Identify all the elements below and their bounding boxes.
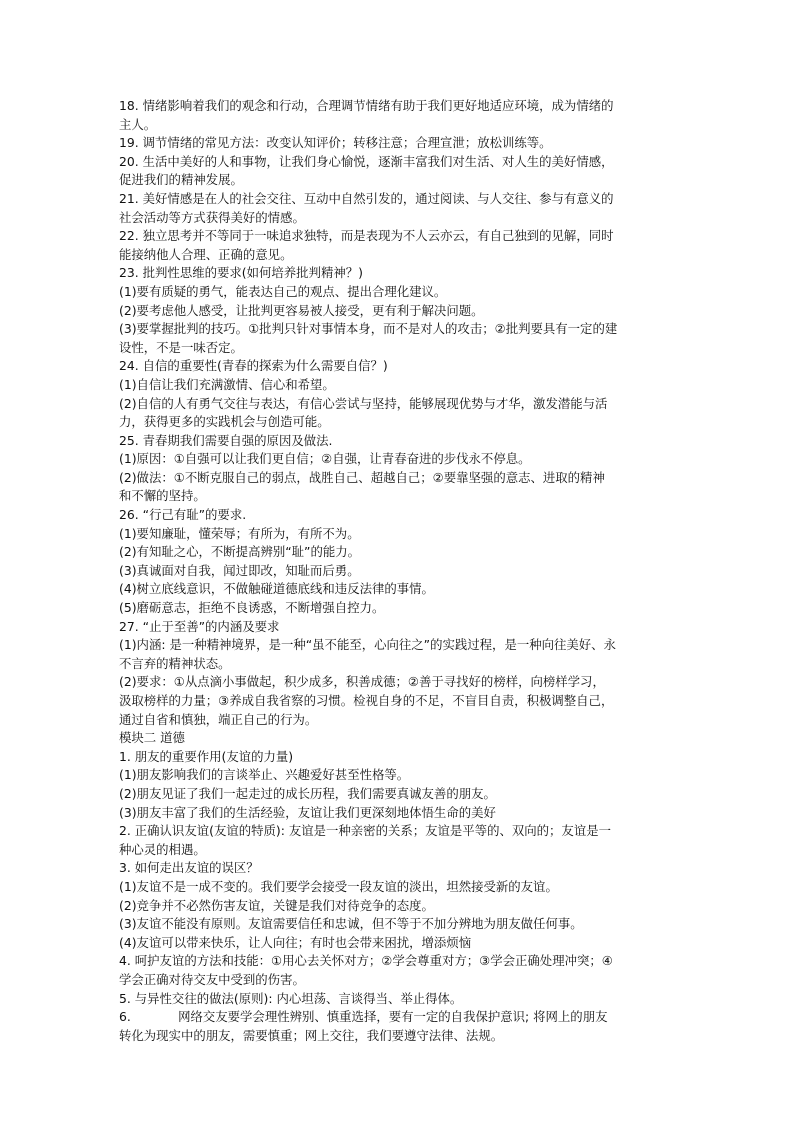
- text-line-23: 26. “行己有耻”的要求.: [119, 507, 247, 523]
- text-line-47: 4. 呵护友谊的方法和技能：①用心去关怀对方；②学会尊重对方；③学会正确处理冲突；④: [119, 953, 613, 969]
- text-line-12: (2)要考虑他人感受，让批判更容易被人接受，更有利于解决问题。: [119, 302, 484, 318]
- text-line-7: 社会活动等方式获得美好的情感。: [119, 209, 305, 225]
- text-line-39: (3)朋友丰富了我们的生活经验，友谊让我们更深刻地体悟生命的美好: [119, 804, 496, 820]
- text-line-8: 22. 独立思考并不等同于一味追求独特，而是表现为不人云亦云，有自己独到的见解，同时: [119, 228, 614, 244]
- text-line-33: 汲取榜样的力量；③养成自我省察的习惯。检视自身的不足，不盲目自责，积极调整自己，: [119, 693, 614, 708]
- text-line-10: 23. 批判性思维的要求(如何培养批判精神？): [119, 265, 363, 281]
- text-line-11: (1)要有质疑的勇气，能表达自己的观点、提出合理化建议。: [119, 283, 447, 299]
- text-line-5: 促进我们的精神发展。: [119, 172, 243, 188]
- text-line-32: (2)要求：①从点滴小事做起，积少成多，积善成德；②善于寻找好的榜样，向榜样学习，: [119, 674, 605, 690]
- text-line-17: (2)自信的人有勇气交往与表达，有信心尝试与坚持，能够展现优势与才华，激发潜能与活: [119, 395, 608, 411]
- text-line-6: 21. 美好情感是在人的社会交往、互动中自然引发的，通过阅读、与人交往、参与有意义的: [119, 190, 614, 206]
- text-line-45: (3)友谊不能没有原则。友谊需要信任和忠诚，但不等于不加分辨地为朋友做任何事。: [119, 916, 583, 932]
- text-line-44: (2)竞争并不必然伤害友谊，关键是我们对待竞争的态度。: [119, 897, 434, 913]
- text-line-21: (2)做法：①不断克服自己的弱点，战胜自己、超越自己；②要靠坚强的意志、进取的精神: [119, 469, 605, 485]
- text-line-4: 20. 生活中美好的人和事物，让我们身心愉悦，逐渐丰富我们对生活、对人生的美好情感，: [119, 153, 614, 169]
- text-line-20: (1)原因：①自强可以让我们更自信；②自强，让青春奋进的步伐永不停息。: [119, 451, 531, 467]
- section-heading: 模块二 道德: [119, 730, 185, 746]
- text-line-51: 转化为现实中的朋友，需要慎重；网上交往，我们要遵守法律、法规。: [119, 1027, 504, 1043]
- text-line-14: 设性，不是一味否定。: [119, 339, 243, 355]
- text-line-38: (2)朋友见证了我们一起走过的成长历程，我们需要真诚友善的朋友。: [119, 785, 496, 801]
- text-line-26: (3)真诚面对自我，闻过即改，知耻而后勇。: [119, 562, 360, 578]
- text-line-13: (3)要掌握批判的技巧。①批判只针对事情本身，而不是对人的攻击；②批判要具有一定的建: [119, 321, 618, 337]
- text-line-30: (1)内涵: 是一种精神境界，是一种“虽不能至，心向往之”的实践过程，是一种向往美好、永: [119, 637, 616, 653]
- text-line-27: (4)树立底线意识，不做触碰道德底线和违反法律的事情。: [119, 581, 434, 597]
- document-body: [119, 97, 679, 1045]
- text-line-15: 24. 自信的重要性(青春的探索为什么需要自信？): [119, 358, 388, 374]
- text-line-41: 种心灵的相遇。: [119, 841, 206, 857]
- text-line-36: 1. 朋友的重要作用(友谊的力量): [119, 748, 294, 764]
- text-line-29: 27. “止于至善”的内涵及要求: [119, 618, 280, 634]
- text-line-46: (4)友谊可以带来快乐，让人向往；有时也会带来困扰，增添烦恼: [119, 934, 472, 950]
- text-line-34: 通过自省和慎独，端正自己的行为。: [119, 711, 318, 727]
- text-line-49: 5. 与异性交往的做法(原则): 内心坦荡、言谈得当、举止得体。: [119, 990, 463, 1006]
- text-line-16: (1)自信让我们充满激情、信心和希望。: [119, 376, 335, 392]
- text-line-24: (1)要知廉耻，懂荣辱；有所为，有所不为。: [119, 525, 360, 541]
- text-line-9: 能接纳他人合理、正确的意见。: [119, 246, 293, 262]
- text-line-42: 3. 如何走出友谊的误区？: [119, 860, 259, 876]
- text-line-37: (1)朋友影响我们的言谈举止、兴趣爱好甚至性格等。: [119, 767, 410, 783]
- text-line-43: (1)友谊不是一成不变的。我们要学会接受一段友谊的淡出，坦然接受新的友谊。: [119, 878, 558, 894]
- text-line-48: 学会正确对待交友中受到的伤害。: [119, 971, 305, 987]
- text-line-22: 和不懈的坚持。: [119, 488, 206, 504]
- text-line-31: 不言弃的精神状态。: [119, 655, 231, 671]
- text-line-28: (5)磨砺意志，拒绝不良诱惑，不断增强自控力。: [119, 600, 385, 616]
- text-line-18: 力，获得更多的实践机会与创造可能。: [119, 414, 330, 430]
- text-line-2: 主人。: [119, 116, 157, 132]
- text-line-1: 18. 情绪影响着我们的观念和行动，合理调节情绪有助于我们更好地适应环境，成为情绪的: [119, 98, 614, 113]
- text-line-3: 19. 调节情绪的常见方法：改变认知评价；转移注意；合理宣泄；放松训练等。: [119, 135, 552, 151]
- text-line-40: 2. 正确认识友谊(友谊的特质): 友谊是一种亲密的关系；友谊是平等的、双向的；友谊是一: [119, 823, 611, 839]
- text-line-19: 25. 青春期我们需要自强的原因及做法.: [119, 432, 333, 448]
- text-line-50: 6. 网络交友要学会理性辨别、慎重选择，要有一定的自我保护意识; 将网上的朋友: [119, 1009, 608, 1025]
- text-line-25: (2)有知耻之心，不断提高辨别“耻”的能力。: [119, 544, 361, 560]
